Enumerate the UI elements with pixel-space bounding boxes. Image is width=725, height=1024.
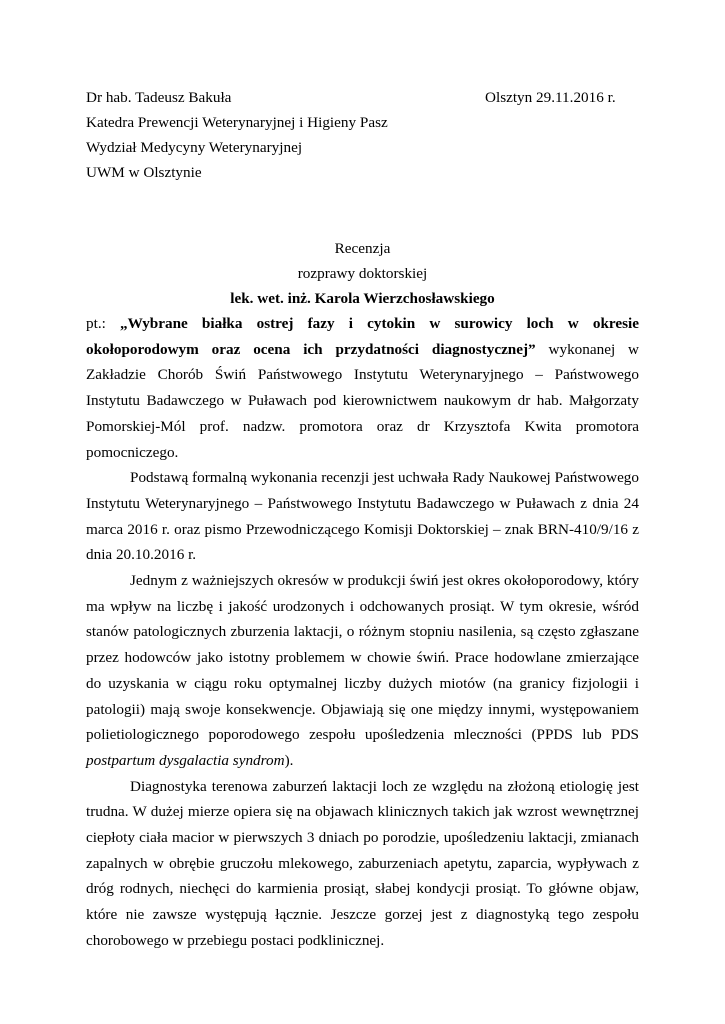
intro-paragraph: [86, 311, 639, 465]
thesis-title: „Wybrane białka ostrej fazy i cytokin w surowicy loch w okresie okołoporodowym oraz ocena ich przydatności diagnostycznej”: [86, 315, 639, 358]
formal-basis-paragraph: Podstawą formalną wykonania recenzji jest uchwała Rady Naukowej Państwowego Instytutu Weterynaryjnego – Państwowego Instytutu Badawczego w Puławach z dnia 24 marca 2016 r. oraz pismo Przewodniczącego Komisji Doktorskiej – znak BRN-410/9/16 z dnia 20.10.2016 r.: [86, 469, 639, 564]
review-body: [86, 311, 639, 954]
intro-prefix: pt.:: [86, 315, 120, 332]
faculty-name: Wydział Medycyny Weterynaryjnej: [86, 139, 303, 156]
intro-rest: wykonanej w Zakładzie Chorób Świń Państwowego Instytutu Weterynaryjnego – Państwowego Instytutu Badawczego w Puławach pod kierownictwem naukowym dr hab. Małgorzaty Pomorskiej-Mól prof. nadzw. promotora oraz dr Krzysztofa Kwita promotora pomocniczego.: [86, 340, 639, 461]
perinatal-period-paragraph: [86, 568, 639, 774]
review-subtitle: rozprawy doktorskiej: [297, 265, 428, 282]
perinatal-end: ).: [284, 751, 294, 769]
author-name: Dr hab. Tadeusz Bakuła: [86, 89, 232, 106]
pds-latin-term: postpartum dysgalactia syndrom: [86, 751, 285, 769]
department-name: Katedra Prewencji Weterynaryjnej i Higieny Pasz: [86, 114, 388, 131]
candidate-name: lek. wet. inż. Karola Wierzchosławskiego: [230, 290, 495, 307]
university-name: UWM w Olsztynie: [86, 164, 202, 181]
diagnostics-paragraph: Diagnostyka terenowa zaburzeń laktacji loch ze względu na złożoną etiologię jest trudna. W dużej mierze opiera się na objawach klinicznych takich jak wzrost wewnętrznej ciepłoty ciała macior w pierwszych 3 dniach po porodzie, upośledzeniu laktacji, zmianach zapalnych w obrębie gruczołu mlekowego, zaburzeniach apetytu, zaparcia, wypływach z dróg rodnych, niechęci do karmienia prosiąt, słabej kondycji prosiąt. To główne objaw, które nie zawsze występują łącznie. Jeszcze gorzej jest z diagnostyką tego zespołu chorobowego w przebiegu postaci podklinicznej.: [86, 777, 639, 949]
perinatal-text: Jednym z ważniejszych okresów w produkcji świń jest okres okołoporodowy, który ma wpływ na liczbę i jakość urodzonych i odchowanych prosiąt. W tym okresie, wśród stanów patologicznych zburzenia laktacji, o różnym stopniu nasilenia, są często zgłaszane przez hodowców jako istotny problemem w chowie świń. Prace hodowlane zmierzające do uzyskania w ciągu roku optymalnej liczby dużych miotów (na granicy fizjologii i patologii) mają swoje konsekwencje. Objawiają się one między innymi, występowaniem polietiologicznego poporodowego zespołu upośledzenia mleczności (PPDS lub PDS: [86, 572, 639, 744]
document-date: Olsztyn 29.11.2016 r.: [485, 89, 616, 106]
review-title: Recenzja: [334, 240, 391, 257]
